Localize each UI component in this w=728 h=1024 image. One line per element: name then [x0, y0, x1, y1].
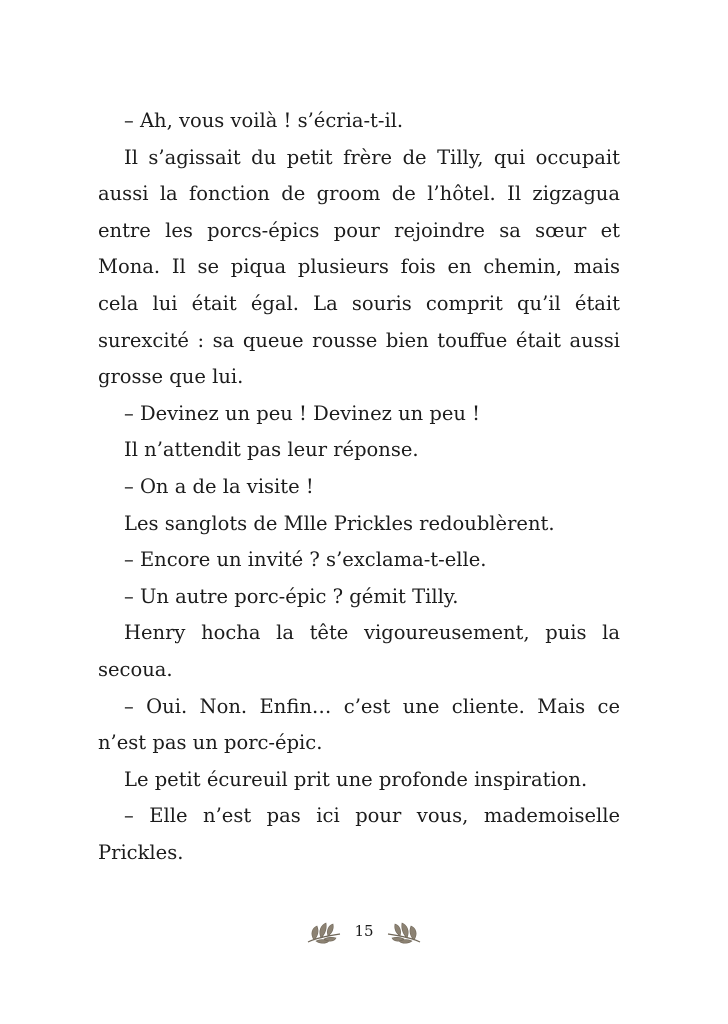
paragraph: Il s’agissait du petit frère de Tilly, qui occupait aussi la fonction de groom de l’hôtel. Il zigzagua entre les porcs-épics pour rejoindre sa sœur et Mona. Il se piqua plusieurs fois en chemin, mais cela lui était égal. La souris comprit qu’il était surexcité : sa queue rousse bien touffue était aussi grosse que lui. [98, 145, 620, 389]
leaf-sprig-right-icon [384, 916, 424, 946]
paragraph: Les sanglots de Mlle Prickles redoublèrent. [124, 511, 555, 535]
paragraph: Henry hocha la tête vigoureusement, puis la secoua. [98, 621, 620, 681]
leaf-sprig-left-icon [304, 916, 344, 946]
paragraph: – Encore un invité ? s’exclama-t-elle. [124, 548, 487, 572]
page-number: 15 [354, 922, 374, 940]
paragraph: – On a de la visite ! [124, 474, 314, 498]
paragraph: – Ah, vous voilà ! s’écria-t-il. [124, 109, 404, 132]
body-text [98, 103, 620, 871]
paragraph: – Devinez un peu ! Devinez un peu ! [124, 401, 481, 425]
paragraph: – Oui. Non. Enfin… c’est une cliente. Mais ce n’est pas un porc-épic. [98, 694, 620, 755]
paragraph: – Un autre porc-épic ? gémit Tilly. [124, 584, 459, 608]
page-footer [0, 916, 728, 946]
paragraph: – Elle n’est pas ici pour vous, mademoiselle Prickles. [98, 804, 620, 864]
paragraph: Il n’attendit pas leur réponse. [124, 438, 419, 462]
paragraph: Le petit écureuil prit une profonde inspiration. [124, 767, 588, 791]
